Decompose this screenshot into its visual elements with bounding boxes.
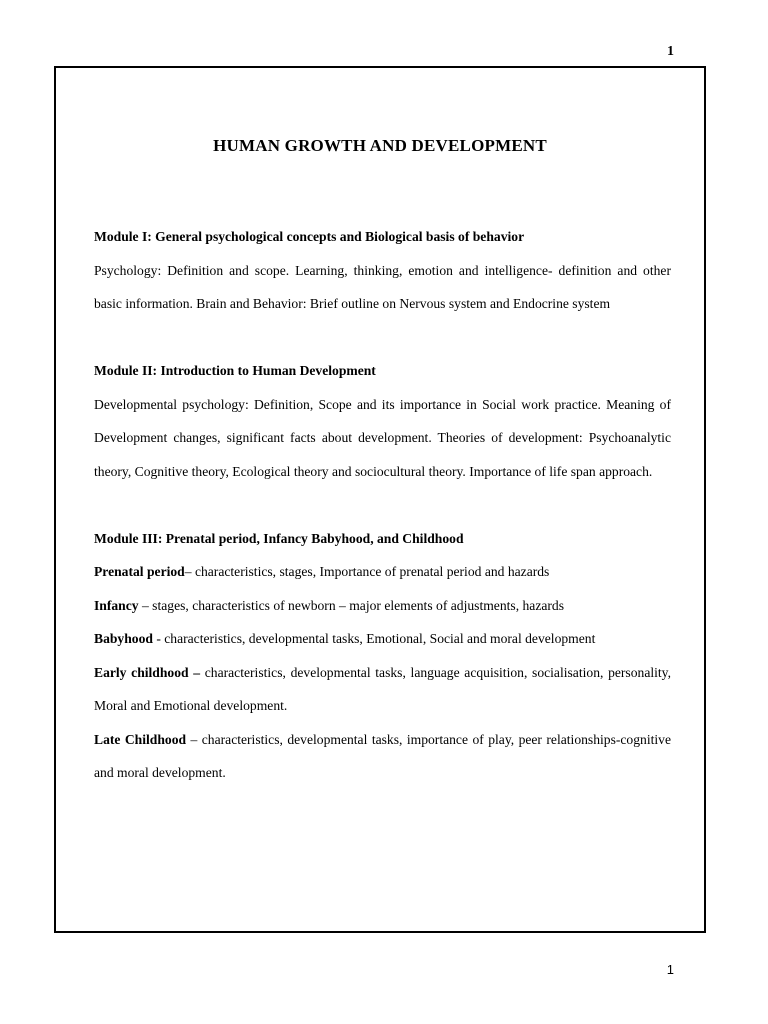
module-1-heading: Module I: General psychological concepts and Biological basis of behavior: [94, 229, 525, 244]
module-2-heading: Module II: Introduction to Human Development: [94, 363, 376, 378]
module-3-item-early-childhood: [94, 656, 671, 723]
item-desc: – characteristics, stages, Importance of prenatal period and hazards: [184, 564, 550, 579]
module-3-item-babyhood: [94, 622, 671, 656]
module-3: [94, 522, 671, 790]
module-1: [94, 220, 671, 321]
item-desc: - characteristics, developmental tasks, Emotional, Social and moral development: [152, 631, 596, 646]
item-term: Early childhood –: [94, 664, 201, 680]
item-term: Late Childhood: [94, 731, 187, 747]
content-frame: [54, 66, 706, 933]
item-term: Prenatal period: [94, 564, 185, 579]
module-3-item-prenatal: [94, 555, 671, 589]
module-3-item-late-childhood: [94, 723, 671, 790]
syllabus-content: [94, 220, 671, 790]
page-number-top: 1: [667, 44, 674, 59]
item-desc: characteristics, developmental tasks, language acquisition, socialisation, personality, Moral and Emotional development.: [94, 664, 671, 713]
module-3-heading: Module III: Prenatal period, Infancy Babyhood, and Childhood: [94, 530, 464, 546]
item-term: Babyhood: [94, 631, 153, 646]
item-desc: – characteristics, developmental tasks, importance of play, peer relationships-cognitive and moral development.: [94, 731, 671, 780]
page-number-bottom: 1: [666, 962, 674, 977]
module-1-text: Psychology: Definition and scope. Learning, thinking, emotion and intelligence- definition and other basic information. Brain and Behavior: Brief outline on Nervous system and Endocrine system: [94, 262, 671, 311]
module-2-text: Developmental psychology: Definition, Scope and its importance in Social work practice. Meaning of Development changes, significant facts about development. Theories of development: Psychoanalytic theory, Cognitive theory, Ecological theory and sociocultural theory. Importance of life span approach.: [94, 396, 671, 479]
item-term: Infancy: [94, 597, 139, 613]
module-2: [94, 354, 671, 488]
item-desc: – stages, characteristics of newborn – major elements of adjustments, hazards: [138, 597, 565, 613]
module-3-item-infancy: [94, 589, 671, 623]
document-title: HUMAN GROWTH AND DEVELOPMENT: [213, 136, 547, 155]
